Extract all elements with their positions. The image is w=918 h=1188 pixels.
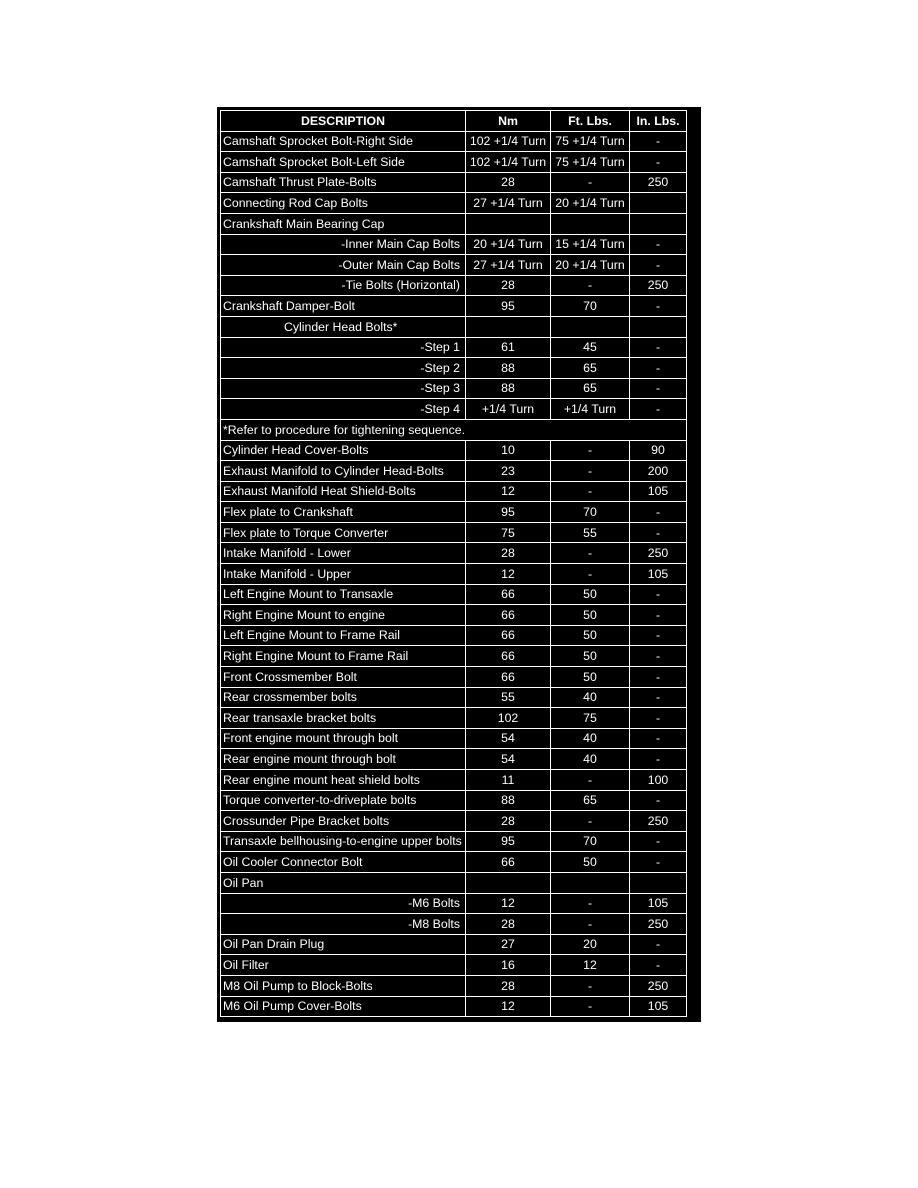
ft-lbs-cell: - [551,811,630,832]
in-lbs-cell: - [630,955,687,976]
in-lbs-cell: - [630,296,687,317]
ft-lbs-cell: 70 [551,502,630,523]
nm-cell: 28 [466,543,551,564]
in-lbs-cell: - [630,749,687,770]
description-cell: -Tie Bolts (Horizontal) [221,275,466,296]
in-lbs-cell: - [630,831,687,852]
ft-lbs-cell: 50 [551,584,630,605]
ft-lbs-cell [551,872,630,893]
table-row [221,193,687,214]
nm-cell: 95 [466,502,551,523]
nm-cell: 66 [466,667,551,688]
table-row [221,296,687,317]
table-row [221,399,687,420]
description-cell: Left Engine Mount to Frame Rail [221,625,466,646]
description-cell: Exhaust Manifold to Cylinder Head-Bolts [221,461,466,482]
table-row [221,502,687,523]
ft-lbs-cell: - [551,440,630,461]
ft-lbs-cell: 50 [551,605,630,626]
table-row [221,358,687,379]
table-row [221,481,687,502]
nm-cell: 66 [466,605,551,626]
table-row [221,337,687,358]
description-cell: Transaxle bellhousing-to-engine upper bolts [221,831,466,852]
ft-lbs-cell: - [551,996,630,1017]
footnote-text: *Refer to procedure for tightening sequence. [221,419,687,440]
nm-cell: 88 [466,358,551,379]
description-cell: Oil Filter [221,955,466,976]
ft-lbs-cell: - [551,975,630,996]
ft-lbs-cell: 70 [551,831,630,852]
table-row [221,584,687,605]
in-lbs-cell: - [630,234,687,255]
table-row [221,213,687,234]
in-lbs-cell: - [630,131,687,152]
ft-lbs-cell: - [551,914,630,935]
nm-cell: 54 [466,749,551,770]
in-lbs-cell: - [630,255,687,276]
in-lbs-cell: 250 [630,975,687,996]
ft-lbs-cell: 70 [551,296,630,317]
nm-cell: 27 +1/4 Turn [466,255,551,276]
description-cell: Oil Pan [221,872,466,893]
ft-lbs-cell: - [551,543,630,564]
nm-cell: 12 [466,481,551,502]
in-lbs-cell: - [630,708,687,729]
description-cell: Rear transaxle bracket bolts [221,708,466,729]
in-lbs-cell [630,213,687,234]
in-lbs-cell: - [630,852,687,873]
ft-lbs-cell: 50 [551,852,630,873]
in-lbs-cell: 100 [630,770,687,791]
description-cell: -Outer Main Cap Bolts [221,255,466,276]
in-lbs-cell: 250 [630,914,687,935]
description-cell: Oil Pan Drain Plug [221,934,466,955]
nm-cell: 28 [466,975,551,996]
nm-cell: 102 [466,708,551,729]
in-lbs-cell: - [630,790,687,811]
description-cell: Flex plate to Crankshaft [221,502,466,523]
nm-cell: 95 [466,831,551,852]
in-lbs-cell [630,316,687,337]
ft-lbs-cell: 55 [551,522,630,543]
ft-lbs-cell: - [551,893,630,914]
table-row [221,625,687,646]
ft-lbs-cell: +1/4 Turn [551,399,630,420]
nm-cell: 20 +1/4 Turn [466,234,551,255]
in-lbs-cell: 250 [630,543,687,564]
table-note-row [221,419,687,440]
nm-cell: 27 [466,934,551,955]
in-lbs-cell: - [630,646,687,667]
table-row [221,934,687,955]
ft-lbs-cell: 65 [551,358,630,379]
table-row [221,172,687,193]
ft-lbs-cell: 20 +1/4 Turn [551,193,630,214]
description-cell: Torque converter-to-driveplate bolts [221,790,466,811]
in-lbs-cell: - [630,502,687,523]
nm-cell: +1/4 Turn [466,399,551,420]
table-row [221,872,687,893]
description-cell: Left Engine Mount to Transaxle [221,584,466,605]
ft-lbs-cell: 75 +1/4 Turn [551,152,630,173]
ft-lbs-cell: - [551,564,630,585]
nm-cell: 12 [466,564,551,585]
table-row [221,440,687,461]
nm-cell: 66 [466,584,551,605]
in-lbs-cell: - [630,378,687,399]
nm-cell: 23 [466,461,551,482]
nm-cell: 75 [466,522,551,543]
nm-cell: 66 [466,625,551,646]
ft-lbs-cell: - [551,481,630,502]
description-cell: -Step 4 [221,399,466,420]
table-row [221,975,687,996]
table-row [221,749,687,770]
description-cell: -Step 3 [221,378,466,399]
description-cell: Camshaft Sprocket Bolt-Left Side [221,152,466,173]
table-row [221,378,687,399]
table-row [221,522,687,543]
table-row [221,811,687,832]
in-lbs-cell: - [630,687,687,708]
ft-lbs-cell: 20 +1/4 Turn [551,255,630,276]
in-lbs-cell: 105 [630,996,687,1017]
table-body [221,131,687,1017]
nm-cell: 61 [466,337,551,358]
in-lbs-cell: 105 [630,481,687,502]
ft-lbs-cell: 50 [551,667,630,688]
description-cell: Flex plate to Torque Converter [221,522,466,543]
table-row [221,893,687,914]
description-cell: Intake Manifold - Upper [221,564,466,585]
table-row [221,316,687,337]
ft-lbs-cell: 40 [551,728,630,749]
header-ft-lbs: Ft. Lbs. [551,111,630,132]
nm-cell: 66 [466,852,551,873]
in-lbs-cell: 105 [630,564,687,585]
description-cell: Crankshaft Main Bearing Cap [221,213,466,234]
table-row [221,914,687,935]
in-lbs-cell: 250 [630,811,687,832]
in-lbs-cell: 105 [630,893,687,914]
table-row [221,955,687,976]
ft-lbs-cell: 65 [551,790,630,811]
description-cell: Front engine mount through bolt [221,728,466,749]
description-cell: Rear crossmember bolts [221,687,466,708]
nm-cell [466,316,551,337]
in-lbs-cell: 250 [630,275,687,296]
table-row [221,234,687,255]
ft-lbs-cell: 40 [551,687,630,708]
ft-lbs-cell: - [551,275,630,296]
table-row [221,564,687,585]
nm-cell: 28 [466,811,551,832]
description-cell: Rear engine mount heat shield bolts [221,770,466,791]
nm-cell: 16 [466,955,551,976]
ft-lbs-cell: - [551,770,630,791]
nm-cell: 55 [466,687,551,708]
nm-cell: 11 [466,770,551,791]
table-row [221,667,687,688]
in-lbs-cell: - [630,358,687,379]
table-row [221,770,687,791]
description-cell: Front Crossmember Bolt [221,667,466,688]
description-cell: Rear engine mount through bolt [221,749,466,770]
table-row [221,461,687,482]
nm-cell: 28 [466,914,551,935]
ft-lbs-cell [551,316,630,337]
in-lbs-cell: - [630,337,687,358]
in-lbs-cell [630,872,687,893]
table-row [221,852,687,873]
header-description: DESCRIPTION [221,111,466,132]
nm-cell: 12 [466,893,551,914]
in-lbs-cell: - [630,625,687,646]
table-row [221,831,687,852]
nm-cell: 28 [466,275,551,296]
ft-lbs-cell: - [551,461,630,482]
table-row [221,687,687,708]
nm-cell: 12 [466,996,551,1017]
header-nm: Nm [466,111,551,132]
ft-lbs-cell: 75 +1/4 Turn [551,131,630,152]
table-row [221,728,687,749]
description-cell: Right Engine Mount to engine [221,605,466,626]
table-row [221,543,687,564]
table-row [221,708,687,729]
table-row [221,605,687,626]
nm-cell: 102 +1/4 Turn [466,131,551,152]
description-cell: Intake Manifold - Lower [221,543,466,564]
ft-lbs-cell: 40 [551,749,630,770]
in-lbs-cell: 90 [630,440,687,461]
nm-cell: 88 [466,378,551,399]
table-header-row [221,111,687,132]
torque-specifications-panel [217,107,701,1022]
in-lbs-cell: 200 [630,461,687,482]
ft-lbs-cell: 75 [551,708,630,729]
in-lbs-cell: - [630,728,687,749]
in-lbs-cell: - [630,584,687,605]
ft-lbs-cell: 45 [551,337,630,358]
description-cell: -Inner Main Cap Bolts [221,234,466,255]
description-cell: Camshaft Thrust Plate-Bolts [221,172,466,193]
in-lbs-cell: 250 [630,172,687,193]
ft-lbs-cell: 50 [551,625,630,646]
description-cell: Cylinder Head Cover-Bolts [221,440,466,461]
in-lbs-cell: - [630,152,687,173]
ft-lbs-cell: 50 [551,646,630,667]
nm-cell [466,872,551,893]
description-cell: Exhaust Manifold Heat Shield-Bolts [221,481,466,502]
table-row [221,996,687,1017]
nm-cell: 102 +1/4 Turn [466,152,551,173]
in-lbs-cell: - [630,399,687,420]
nm-cell: 27 +1/4 Turn [466,193,551,214]
table-row [221,790,687,811]
ft-lbs-cell: 15 +1/4 Turn [551,234,630,255]
description-cell: Crankshaft Damper-Bolt [221,296,466,317]
description-cell: Right Engine Mount to Frame Rail [221,646,466,667]
description-cell: Camshaft Sprocket Bolt-Right Side [221,131,466,152]
description-cell: M8 Oil Pump to Block-Bolts [221,975,466,996]
description-cell: -Step 2 [221,358,466,379]
ft-lbs-cell: 65 [551,378,630,399]
description-cell: M6 Oil Pump Cover-Bolts [221,996,466,1017]
nm-cell: 88 [466,790,551,811]
torque-specifications-table [220,110,687,1017]
description-cell: Oil Cooler Connector Bolt [221,852,466,873]
header-in-lbs: In. Lbs. [630,111,687,132]
table-row [221,646,687,667]
description-cell: -M6 Bolts [221,893,466,914]
description-cell: -Step 1 [221,337,466,358]
description-cell: Cylinder Head Bolts* [221,316,466,337]
description-cell: Connecting Rod Cap Bolts [221,193,466,214]
table-row [221,275,687,296]
in-lbs-cell [630,193,687,214]
nm-cell: 66 [466,646,551,667]
in-lbs-cell: - [630,522,687,543]
ft-lbs-cell: 20 [551,934,630,955]
in-lbs-cell: - [630,605,687,626]
table-row [221,255,687,276]
ft-lbs-cell: - [551,172,630,193]
nm-cell [466,213,551,234]
in-lbs-cell: - [630,667,687,688]
ft-lbs-cell [551,213,630,234]
nm-cell: 54 [466,728,551,749]
table-row [221,131,687,152]
nm-cell: 28 [466,172,551,193]
in-lbs-cell: - [630,934,687,955]
ft-lbs-cell: 12 [551,955,630,976]
nm-cell: 10 [466,440,551,461]
description-cell: Crossunder Pipe Bracket bolts [221,811,466,832]
table-row [221,152,687,173]
nm-cell: 95 [466,296,551,317]
description-cell: -M8 Bolts [221,914,466,935]
